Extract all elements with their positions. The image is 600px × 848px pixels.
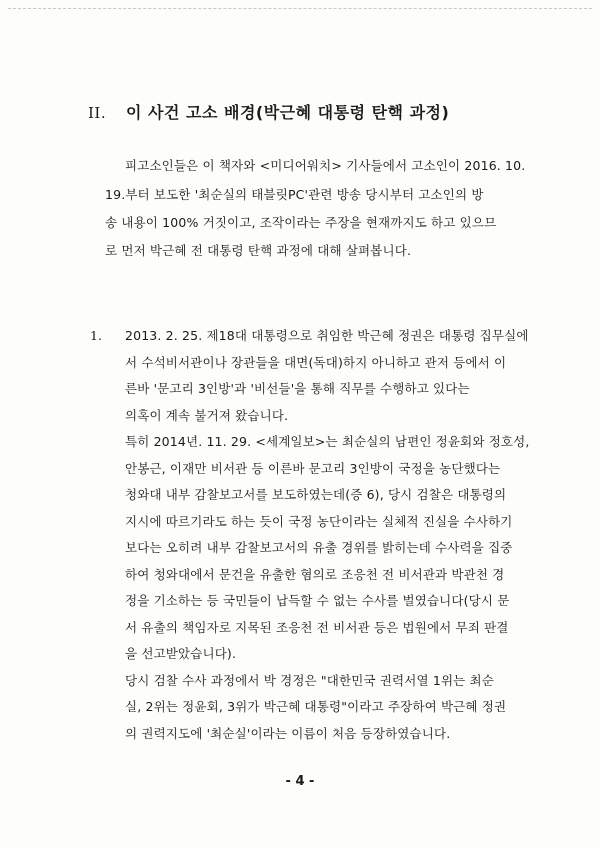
intro-line: 로 먼저 박근혜 전 대통령 탄핵 과정에 대해 살펴봅니다. <box>105 243 412 258</box>
item-line: 당시 검찰 수사 과정에서 박 경정은 "대한민국 권력서열 1위는 최순 <box>125 672 494 688</box>
intro-line: 피고소인들은 이 책자와 <미디어워치> 기사들에서 고소인이 2016. 10. <box>125 158 526 173</box>
item-line: 실, 2위는 정윤회, 3위가 박근혜 대통령"이라고 주장하여 박근혜 정권 <box>125 699 507 714</box>
item-line: 특히 2014년. 11. 29. <세계일보>는 최순실의 남편인 정윤회와 정호성, <box>125 434 530 449</box>
item-line: 서 수석비서관이나 장관들을 대면(독대)하지 아니하고 관저 등에서 이 <box>125 354 507 370</box>
item-line: 보다는 오히려 내부 감찰보고서의 유출 경위를 밝히는데 수사력을 집중 <box>125 540 513 555</box>
item-line: 정을 기소하는 등 국민들이 납득할 수 없는 수사를 벌였습니다(당시 문 <box>125 593 510 608</box>
item-line: 른바 '문고리 3인방'과 '비선들'을 통해 직무를 수행하고 있다는 <box>125 381 470 396</box>
section-heading <box>88 100 449 123</box>
item-number: 1. <box>90 328 102 343</box>
item-line: 청와대 내부 감찰보고서를 보도하였는데(증 6), 당시 검찰은 대통령의 <box>125 487 507 502</box>
item-line: 을 선고받았습니다). <box>125 646 237 661</box>
item-line: 2013. 2. 25. 제18대 대통령으로 취임한 박근혜 정권은 대통령 집무실에 <box>125 328 529 343</box>
item-line: 의혹이 계속 불거져 왔습니다. <box>125 407 289 423</box>
section-title: 이 사건 고소 배경(박근혜 대통령 탄핵 과정) <box>126 103 450 122</box>
page-number: - 4 - <box>285 774 315 789</box>
item-line: 안봉근, 이재만 비서관 등 이른바 문고리 3인방이 국정을 농단했다는 <box>125 460 501 476</box>
intro-line: 송 내용이 100% 거짓이고, 조작이라는 주장을 현재까지도 하고 있으므 <box>105 215 497 230</box>
item-line: 의 권력지도에 '최순실'이라는 이름이 처음 등장하였습니다. <box>125 725 451 741</box>
section-number: II. <box>88 104 107 122</box>
item-line: 지시에 따르기라도 하는 듯이 국정 농단이라는 실체적 진실을 수사하기 <box>125 513 513 529</box>
item-line: 서 유출의 책임자로 지목된 조응천 전 비서관 등은 법원에서 무죄 판결 <box>125 619 509 635</box>
item-line: 하여 청와대에서 문건을 유출한 혐의로 조응천 전 비서관과 박관천 경 <box>125 566 505 582</box>
intro-line: 19.부터 보도한 '최순실의 태블릿PC'관련 방송 당시부터 고소인의 방 <box>105 187 484 202</box>
scan-edge-line <box>8 8 592 9</box>
